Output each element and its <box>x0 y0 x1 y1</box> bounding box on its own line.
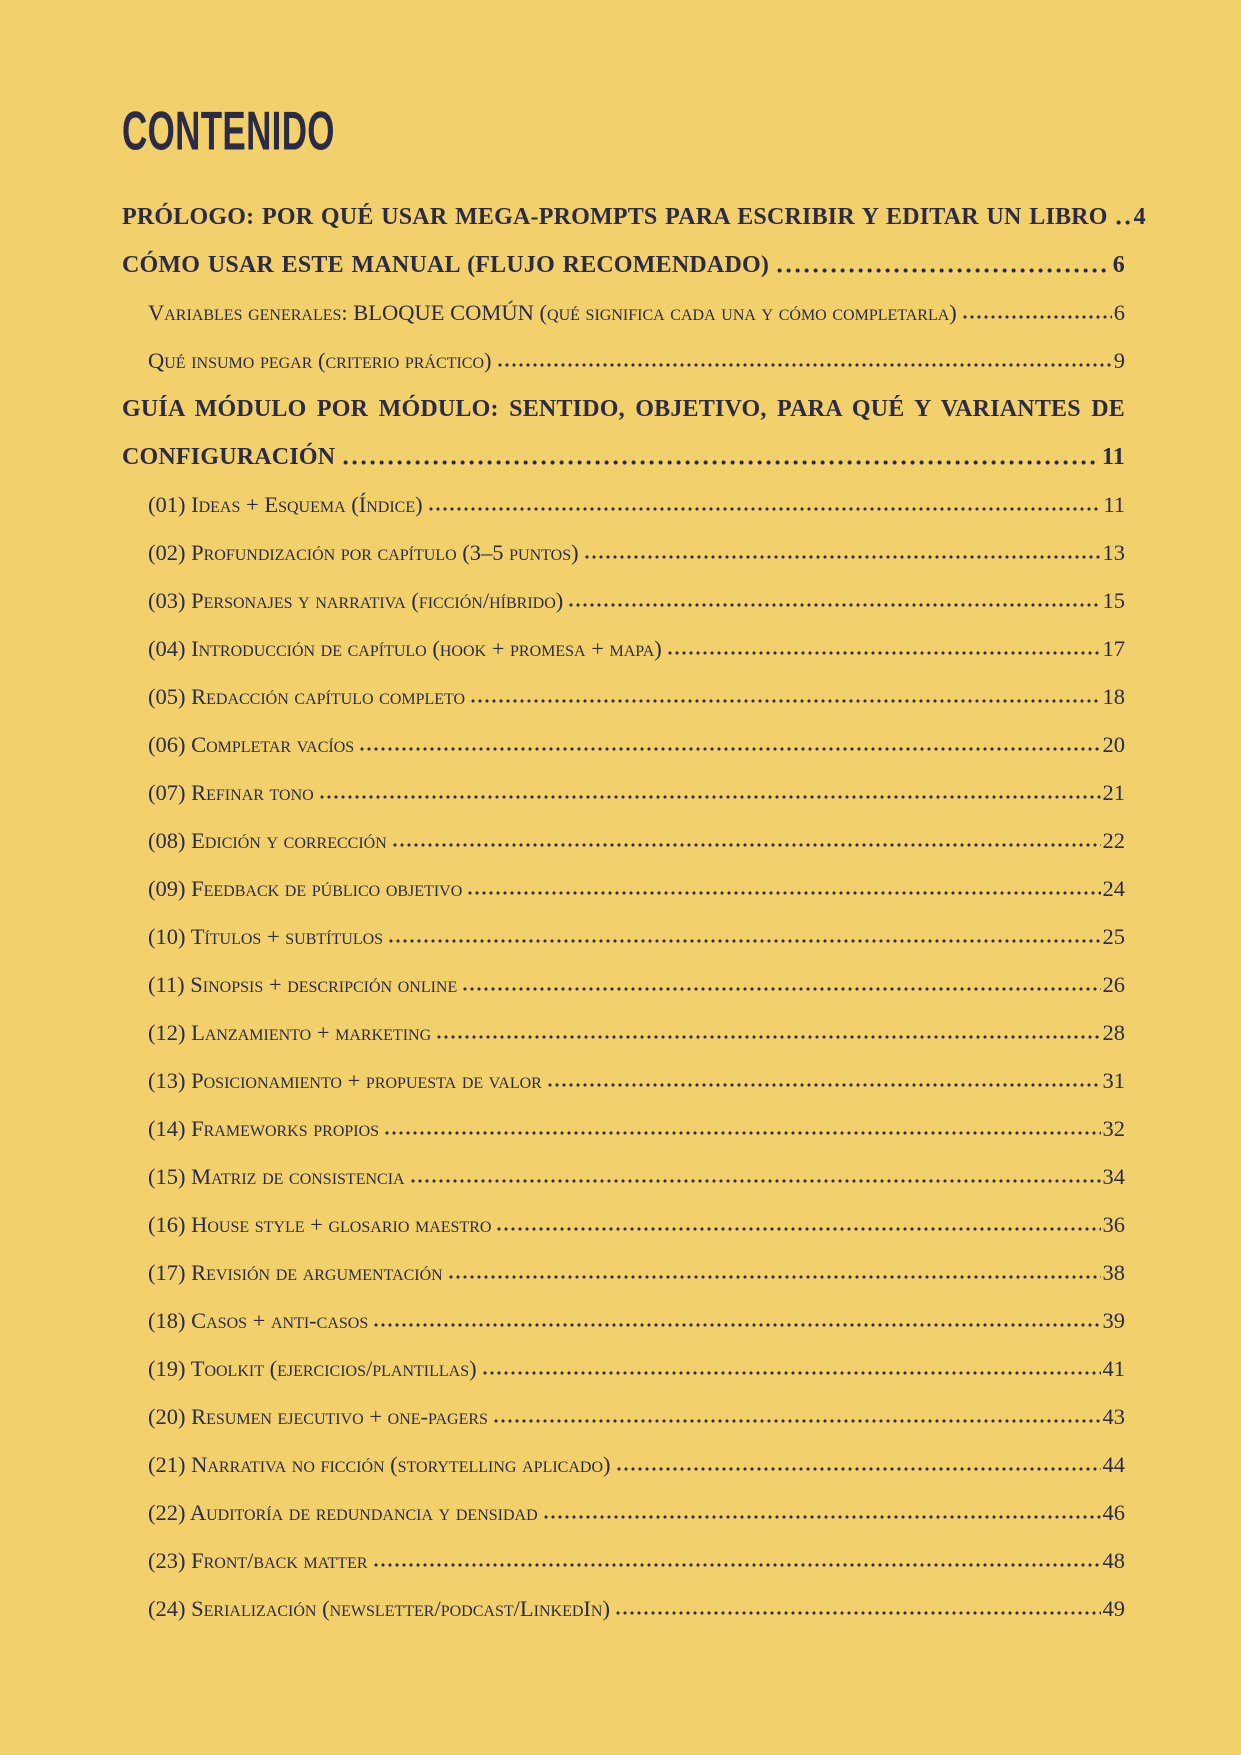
toc-entry-label: (18) Casos + anti-casos <box>148 1308 369 1333</box>
toc-entry[interactable] <box>122 493 1125 516</box>
toc-entry-page: 17 <box>1102 636 1125 661</box>
toc-entry-row <box>148 1117 1125 1140</box>
dot-leader <box>616 1611 1101 1616</box>
toc-entry-page: 34 <box>1102 1164 1125 1189</box>
toc-entry[interactable] <box>122 1549 1125 1572</box>
toc-entry-label: (15) Matriz de consistencia <box>148 1164 405 1189</box>
dot-leader <box>498 363 1112 368</box>
toc-entry[interactable] <box>122 925 1125 948</box>
toc-entry-label: (09) Feedback de público objetivo <box>148 876 463 901</box>
toc-entry-label: (13) Posicionamiento + propuesta de valor <box>148 1068 542 1093</box>
toc-entry-page: 22 <box>1102 828 1125 853</box>
dot-leader <box>385 1131 1100 1136</box>
dot-leader <box>1116 220 1130 225</box>
dot-leader <box>468 891 1100 896</box>
toc-entry[interactable] <box>122 1117 1125 1140</box>
toc-entry[interactable] <box>122 1309 1125 1332</box>
toc-entry[interactable] <box>122 829 1125 852</box>
toc-entry-row <box>122 204 1146 230</box>
toc-entry[interactable] <box>122 1213 1125 1236</box>
toc-entry-page: 32 <box>1102 1116 1125 1141</box>
dot-leader <box>374 1563 1101 1568</box>
toc-entry-row <box>148 493 1125 516</box>
toc-entry-page: 6 <box>1113 300 1125 325</box>
toc-entry[interactable] <box>122 349 1125 372</box>
toc-entry-page: 39 <box>1102 1308 1125 1333</box>
toc-entry[interactable] <box>122 973 1125 996</box>
toc-entry-row <box>148 1165 1125 1188</box>
toc-entry-page: 15 <box>1102 588 1125 613</box>
dot-leader <box>483 1371 1101 1376</box>
toc-entry-row <box>148 349 1125 372</box>
toc-entry-row <box>148 925 1125 948</box>
toc-entry-label: (12) Lanzamiento + marketing <box>148 1020 432 1045</box>
toc-entry-page: 24 <box>1102 876 1125 901</box>
toc-entry-page: 31 <box>1102 1068 1125 1093</box>
dot-leader <box>343 460 1098 465</box>
toc-entry-line1: GUÍA MÓDULO POR MÓDULO: SENTIDO, OBJETIVO, PARA QUÉ Y VARIANTES DE <box>122 396 1125 422</box>
toc-entry[interactable] <box>122 877 1125 900</box>
toc-entry-label: Qué insumo pegar (criterio práctico) <box>148 348 492 373</box>
toc-entry-label: (06) Completar vacíos <box>148 732 355 757</box>
toc-entry-label: CONFIGURACIÓN <box>122 444 336 470</box>
toc-entry-page: 11 <box>1101 444 1125 470</box>
toc-entry-page: 13 <box>1102 540 1125 565</box>
dot-leader <box>393 843 1101 848</box>
dot-leader <box>544 1515 1101 1520</box>
toc-entry[interactable] <box>122 301 1125 324</box>
dot-leader <box>548 1083 1101 1088</box>
toc-entry-row <box>148 1549 1125 1572</box>
toc-entry[interactable] <box>122 204 1146 230</box>
dot-leader <box>437 1035 1100 1040</box>
dot-leader <box>585 555 1101 560</box>
toc-entry[interactable] <box>122 733 1125 756</box>
toc-entry[interactable] <box>122 637 1125 660</box>
toc-entry-row <box>148 1453 1125 1476</box>
dot-leader <box>668 651 1101 656</box>
toc-entry-page: 46 <box>1102 1500 1125 1525</box>
toc-entry[interactable] <box>122 1501 1125 1524</box>
dot-leader <box>449 1275 1101 1280</box>
toc-entry-label: (14) Frameworks propios <box>148 1116 380 1141</box>
dot-leader <box>471 699 1100 704</box>
toc-entry[interactable] <box>122 1261 1125 1284</box>
toc-entry-label: CÓMO USAR ESTE MANUAL (FLUJO RECOMENDADO) <box>122 252 770 278</box>
toc-entry-row <box>148 1069 1125 1092</box>
toc-entry-page: 44 <box>1102 1452 1125 1477</box>
toc-entry-row <box>148 637 1125 660</box>
toc-entry[interactable] <box>122 589 1125 612</box>
toc-entry-row <box>148 685 1125 708</box>
toc-entry-label: (21) Narrativa no ficción (storytelling aplicado) <box>148 1452 611 1477</box>
dot-leader <box>360 747 1100 752</box>
toc-entry-label: (08) Edición y corrección <box>148 828 387 853</box>
toc-entry-row <box>148 1597 1125 1620</box>
toc-entry[interactable] <box>122 1453 1125 1476</box>
toc-entry[interactable] <box>122 1069 1125 1092</box>
page-title-text: CONTENIDO <box>122 100 335 163</box>
page-title <box>122 100 1125 163</box>
toc-entry-label: Variables generales: BLOQUE COMÚN (qué significa cada una y cómo completarla) <box>148 300 957 325</box>
toc-entry-page: 4 <box>1133 204 1146 230</box>
toc-entry[interactable] <box>122 781 1125 804</box>
dot-leader <box>389 939 1100 944</box>
toc-entry-row <box>148 973 1125 996</box>
toc-entry-row <box>148 1357 1125 1380</box>
dot-leader <box>617 1467 1101 1472</box>
toc-entry-row <box>148 1405 1125 1428</box>
toc-list <box>122 204 1146 1621</box>
dot-leader <box>463 987 1100 992</box>
dot-leader <box>429 507 1102 512</box>
toc-entry-page: 21 <box>1102 780 1125 805</box>
toc-entry[interactable] <box>122 1165 1125 1188</box>
toc-entry-page: 36 <box>1102 1212 1125 1237</box>
toc-entry-label: (16) House style + glosario maestro <box>148 1212 492 1237</box>
dot-leader <box>497 1227 1100 1232</box>
toc-entry[interactable] <box>122 1405 1125 1428</box>
toc-entry-page: 26 <box>1102 972 1125 997</box>
toc-entry-page: 11 <box>1103 492 1125 517</box>
toc-entry[interactable] <box>122 541 1125 564</box>
toc-entry-label: (01) Ideas + Esquema (Índice) <box>148 492 423 517</box>
toc-entry-label: PRÓLOGO: POR QUÉ USAR MEGA-PROMPTS PARA ESCRIBIR Y EDITAR UN LIBRO <box>122 204 1108 230</box>
toc-entry-label: (04) Introducción de capítulo (hook + promesa + mapa) <box>148 636 662 661</box>
toc-entry-page: 9 <box>1113 348 1125 373</box>
toc-entry[interactable] <box>122 1357 1125 1380</box>
toc-entry[interactable] <box>122 685 1125 708</box>
toc-entry[interactable] <box>122 253 1125 277</box>
toc-entry-row <box>148 829 1125 852</box>
toc-entry[interactable] <box>122 397 1125 469</box>
toc-entry-label: (24) Serialización (newsletter/podcast/LinkedIn) <box>148 1596 610 1621</box>
toc-entry-page: 43 <box>1102 1404 1125 1429</box>
toc-entry-row <box>148 781 1125 804</box>
toc-entry[interactable] <box>122 1597 1125 1620</box>
toc-entry-page: 28 <box>1102 1020 1125 1045</box>
dot-leader <box>777 268 1109 273</box>
toc-entry-row <box>148 1261 1125 1284</box>
toc-entry-row <box>148 733 1125 756</box>
toc-entry-label: (11) Sinopsis + descripción online <box>148 972 458 997</box>
toc-entry-row <box>148 541 1125 564</box>
toc-entry-row <box>148 589 1125 612</box>
toc-entry-page: 38 <box>1102 1260 1125 1285</box>
toc-entry-label: (23) Front/back matter <box>148 1548 368 1573</box>
toc-entry-label: (07) Refinar tono <box>148 780 314 805</box>
dot-leader <box>411 1179 1101 1184</box>
toc-entry-label: (20) Resumen ejecutivo + one-pagers <box>148 1404 488 1429</box>
dot-leader <box>569 603 1100 608</box>
toc-entry-row <box>122 253 1125 277</box>
dot-leader <box>374 1323 1100 1328</box>
toc-entry-row <box>148 1213 1125 1236</box>
toc-entry-row <box>148 1501 1125 1524</box>
toc-entry-row <box>122 445 1125 469</box>
toc-entry-row <box>148 1309 1125 1332</box>
toc-entry-row <box>148 1021 1125 1044</box>
toc-entry-label: (02) Profundización por capítulo (3–5 puntos) <box>148 540 579 565</box>
dot-leader <box>963 315 1112 320</box>
toc-entry-label: (19) Toolkit (ejercicios/plantillas) <box>148 1356 477 1381</box>
toc-entry-page: 20 <box>1102 732 1125 757</box>
toc-entry-page: 6 <box>1112 252 1125 278</box>
toc-entry-label: (17) Revisión de argumentación <box>148 1260 443 1285</box>
toc-entry-label: (05) Redacción capítulo completo <box>148 684 466 709</box>
toc-entry-page: 48 <box>1102 1548 1125 1573</box>
dot-leader <box>494 1419 1101 1424</box>
dot-leader <box>320 795 1101 800</box>
toc-entry-row <box>148 301 1125 324</box>
toc-entry-page: 41 <box>1102 1356 1125 1381</box>
toc-entry-page: 49 <box>1102 1596 1125 1621</box>
toc-entry-label: (22) Auditoría de redundancia y densidad <box>148 1500 538 1525</box>
toc-entry-row <box>148 877 1125 900</box>
toc-entry[interactable] <box>122 1021 1125 1044</box>
toc-entry-page: 25 <box>1102 924 1125 949</box>
toc-entry-label: (03) Personajes y narrativa (ficción/híbrido) <box>148 588 564 613</box>
toc-entry-label: (10) Títulos + subtítulos <box>148 924 384 949</box>
toc-entry-page: 18 <box>1102 684 1125 709</box>
